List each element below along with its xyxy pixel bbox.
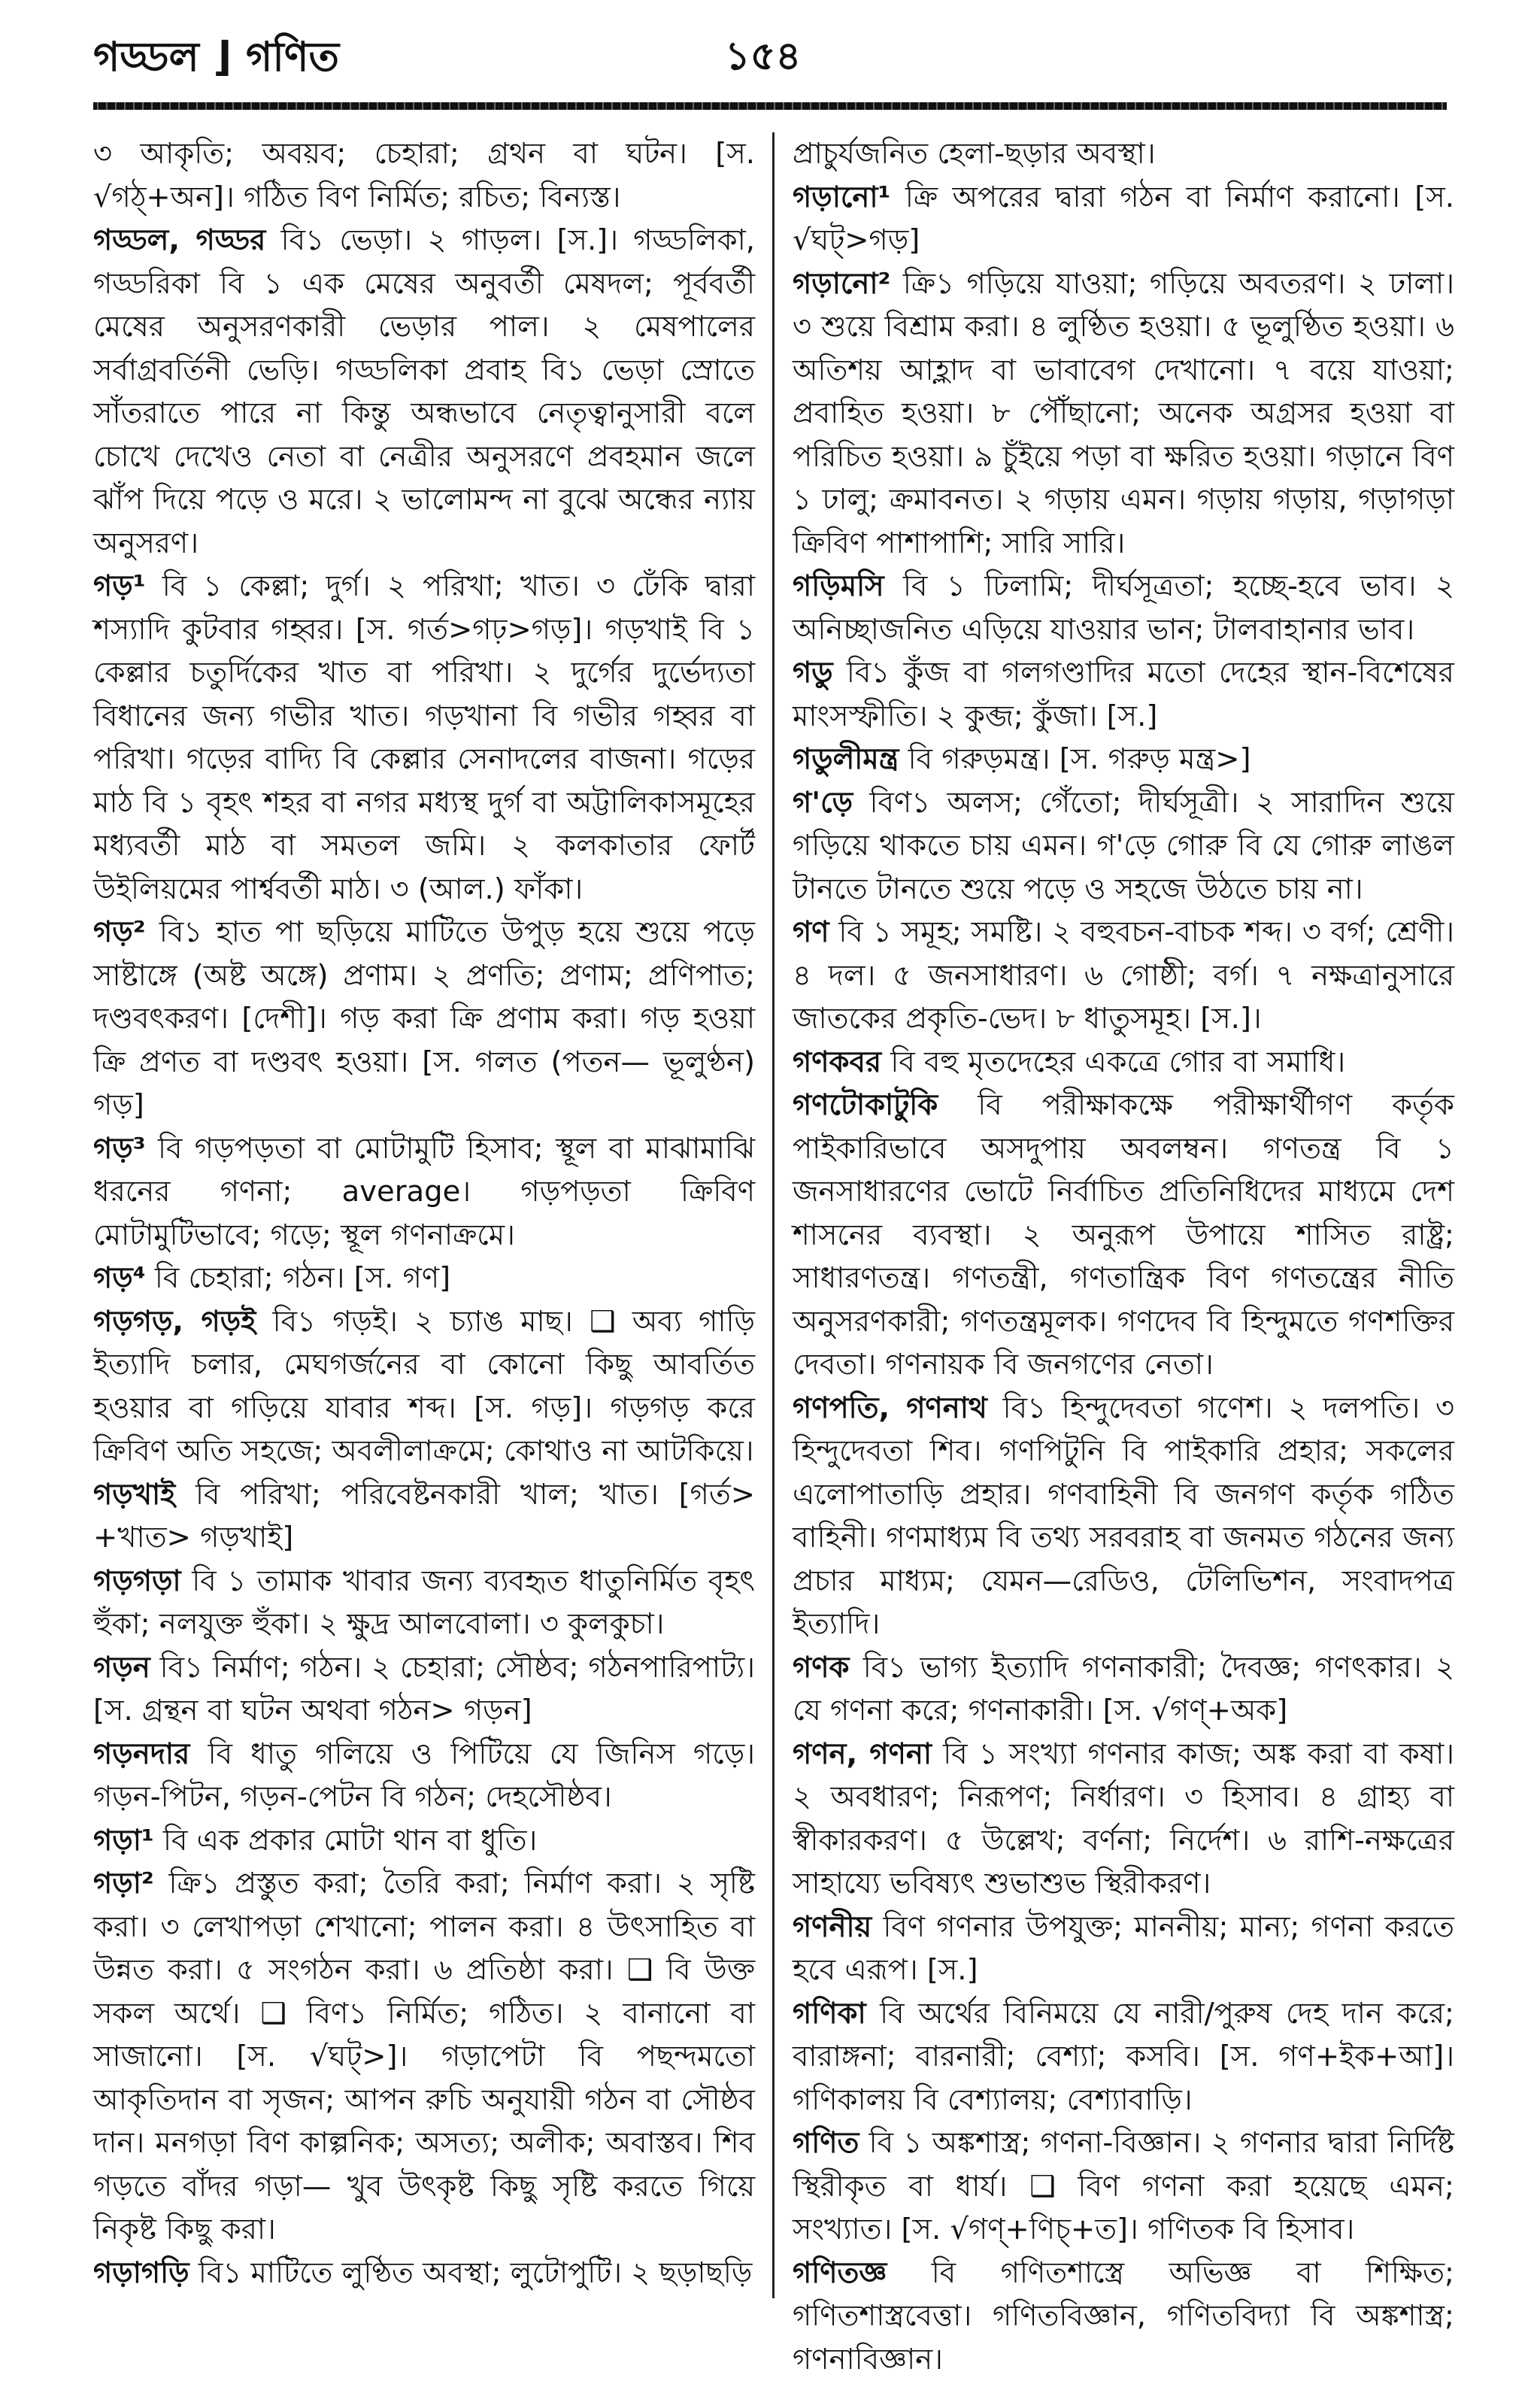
dictionary-entry	[93, 1300, 755, 1473]
entry-headword: গড্ডল, গড্ডর	[93, 223, 265, 257]
dictionary-entry	[93, 1560, 755, 1646]
entry-definition: বি১ নির্মাণ; গঠন। ২ চেহারা; সৌষ্ঠব; গঠনপারিপাট্য। [স. গ্রন্থন বা ঘটন অথবা গঠন> গড়ন]	[93, 1651, 755, 1728]
column-divider	[772, 132, 775, 2298]
entry-definition: বি পরীক্ষাকক্ষে পরীক্ষার্থীগণ কর্তৃক পাইকারিভাবে অসদুপায় অবলম্বন। গণতন্ত্র বি ১ জনসাধারণের ভোটে নির্বাচিত প্রতিনিধিদের মাধ্যমে দেশ শাসনের ব্যবস্থা। ২ অনুরূপ উপায়ে শাসিত রাষ্ট্র; সাধারণতন্ত্র। গণতন্ত্রী, গণতান্ত্রিক বিণ গণতন্ত্রের নীতি অনুসরণকারী; গণতন্ত্রমূলক। গণদেব বি হিন্দুমতে গণশক্তির দেবতা। গণনায়ক বি জনগণের নেতা।	[793, 1088, 1454, 1382]
dictionary-entry	[793, 262, 1454, 566]
entry-definition: বি১ ভেড়া। ২ গাড়ল। [স.]। গড্ডলিকা, গড্ডরিকা বি ১ এক মেষের অনুবর্তী মেষদল; পূর্ববর্তী মেষের অনুসরণকারী ভেড়ার পাল। ২ মেষপালের সর্বাগ্রবর্তিনী ভেড়ি। গড্ডলিকা প্রবাহ বি১ ভেড়া স্রোতে সাঁতরাতে পারে না কিন্তু অন্ধভাবে নেতৃত্বানুসারী বলে চোখে দেখেও নেতা বা নেত্রীর অনুসরণে প্রবহমান জলে ঝাঁপ দিয়ে পড়ে ও মরে। ২ ভালোমন্দ না বুঝে অন্ধের ন্যায় অনুসরণ।	[93, 223, 755, 560]
dictionary-entry	[793, 1084, 1454, 1387]
dictionary-entry	[793, 1733, 1454, 1906]
dictionary-entry	[793, 565, 1454, 651]
dictionary-entry	[93, 911, 755, 1127]
entry-headword: গণিকা	[793, 1997, 866, 2031]
dictionary-entry	[93, 219, 755, 565]
entry-definition: বি গরুড়মন্ত্র। [স. গরুড় মন্ত্র>]	[908, 742, 1251, 776]
dictionary-entry	[93, 1127, 755, 1257]
left-column	[93, 132, 755, 2298]
entry-headword: গডু	[793, 656, 833, 690]
page-number: ১৫৪	[725, 26, 801, 91]
entry-headword: গড়ানো²	[793, 267, 890, 301]
entry-headword: গড়গড়, গড়ই	[93, 1305, 256, 1339]
entry-definition: বি ১ সংখ্যা গণনার কাজ; অঙ্ক করা বা কষা। ২ অবধারণ; নিরূপণ; নির্ধারণ। ৩ হিসাব। ৪ গ্রাহ্য বা স্বীকারকরণ। ৫ উল্লেখ; বর্ণনা; নির্দেশ। ৬ রাশি-নক্ষত্রের সাহায্যে ভবিষ্যৎ শুভাশুভ স্থিরীকরণ।	[793, 1737, 1454, 1901]
dictionary-entry	[793, 1041, 1454, 1084]
entry-definition: বি ১ সমূহ; সমষ্টি। ২ বহুবচন-বাচক শব্দ। ৩ বর্গ; শ্রেণী। ৪ দল। ৫ জনসাধারণ। ৬ গোষ্ঠী; বর্গ। ৭ নক্ষত্রানুসারে জাতকের প্রকৃতি-ভেদ। ৮ ধাতুসমূহ। [স.]।	[793, 915, 1454, 1036]
dictionary-entry	[793, 911, 1454, 1041]
entry-definition: বি ১ ঢিলামি; দীর্ঘসূত্রতা; হচ্ছে-হবে ভাব। ২ অনিচ্ছাজনিত এড়িয়ে যাওয়ার ভান; টালবাহানার ভাব।	[793, 569, 1454, 647]
entry-headword: গণনীয়	[793, 1910, 872, 1944]
entry-headword: গণিতজ্ঞ	[793, 2256, 887, 2290]
entry-headword: গণন, গণনা	[793, 1737, 932, 1771]
entry-headword: গডুলীমন্ত্র	[793, 742, 899, 776]
entry-definition: বি ১ অঙ্কশাস্ত্র; গণনা-বিজ্ঞান। ২ গণনার দ্বারা নির্দিষ্ট স্থিরীকৃত বা ধার্য। ❑ বিণ গণনা করা হয়েছে এমন; সংখ্যাত। [স. √গণ্+ণিচ্+ত]। গণিতক বি হিসাব।	[793, 2126, 1454, 2246]
entry-headword: গড়নদার	[93, 1737, 189, 1771]
entry-definition: প্রাচুর্যজনিত হেলা-ছড়ার অবস্থা।	[793, 137, 1156, 171]
entry-definition: ক্রি১ গড়িয়ে যাওয়া; গড়িয়ে অবতরণ। ২ ঢালা। ৩ শুয়ে বিশ্রাম করা। ৪ লুণ্ঠিত হওয়া। ৫ ভূলুণ্ঠিত হওয়া। ৬ অতিশয় আহ্লাদ বা ভাবাবেগ দেখানো। ৭ বয়ে যাওয়া; প্রবাহিত হওয়া। ৮ পৌঁছানো; অনেক অগ্রসর হওয়া বা পরিচিত হওয়া। ৯ চুঁইয়ে পড়া বা ক্ষরিত হওয়া। গড়ানে বিণ ১ ঢালু; ক্রমাবনত। ২ গড়ায় এমন। গড়ায় গড়ায়, গড়াগড়া ক্রিবিণ পাশাপাশি; সারি সারি।	[793, 267, 1454, 560]
entry-headword: গণটোকাটুকি	[793, 1088, 938, 1122]
entry-headword: গড়খাই	[93, 1478, 175, 1512]
right-column	[793, 132, 1454, 2298]
dictionary-entry	[793, 738, 1454, 781]
dictionary-entry	[793, 2122, 1454, 2252]
dictionary-entry	[93, 1473, 755, 1560]
entry-headword: গড়া²	[93, 1867, 154, 1900]
entry-headword: গড়³	[93, 1132, 146, 1166]
dictionary-entry	[793, 1646, 1454, 1733]
entry-definition: বি চেহারা; গঠন। [স. গণ]	[155, 1261, 450, 1295]
entry-headword: গড়¹	[93, 569, 146, 603]
entry-definition: বি১ মাটিতে লুণ্ঠিত অবস্থা; লুটোপুটি। ২ ছড়াছড়ি	[199, 2256, 752, 2290]
entry-headword: গড়া¹	[93, 1824, 154, 1858]
entry-headword: গড়গড়া	[93, 1564, 181, 1598]
entry-definition: বি বহু মৃতদেহের একত্রে গোর বা সমাধি।	[890, 1045, 1345, 1079]
dictionary-entry	[793, 781, 1454, 911]
entry-definition: বিণ১ অলস; গেঁতো; দীর্ঘসূত্রী। ২ সারাদিন শুয়ে গড়িয়ে থাকতে চায় এমন। গ'ড়ে গোরু বি যে গোরু লাঙল টানতে টানতে শুয়ে পড়ে ও সহজে উঠতে চায় না।	[793, 786, 1454, 906]
entry-headword: গণ	[793, 915, 829, 949]
guide-words: গড্ডল ⌋ গণিত	[93, 26, 339, 93]
entry-headword: গ'ড়ে	[793, 786, 853, 820]
header-rule	[93, 102, 1447, 110]
entry-headword: গণিত	[793, 2126, 859, 2160]
entry-definition: বি অর্থের বিনিময়ে যে নারী/পুরুষ দেহ দান করে; বারাঙ্গনা; বারনারী; বেশ্যা; কসবি। [স. গণ+ইক+আ]। গণিকালয় বি বেশ্যালয়; বেশ্যাবাড়ি।	[793, 1997, 1454, 2117]
dictionary-entry	[793, 1906, 1454, 1992]
entry-headword: গণপতি, গণনাথ	[793, 1391, 987, 1425]
entry-definition: বি১ ভাগ্য ইত্যাদি গণনাকারী; দৈবজ্ঞ; গণৎকার। ২ যে গণনা করে; গণনাকারী। [স. √গণ্+অক]	[793, 1651, 1454, 1728]
dictionary-entry	[93, 1257, 755, 1300]
dictionary-entry	[793, 132, 1454, 176]
dictionary-entry	[793, 1992, 1454, 2122]
entry-definition: বি এক প্রকার মোটা থান বা ধুতি।	[163, 1824, 537, 1858]
entry-definition: বি ১ কেল্লা; দুর্গ। ২ পরিখা; খাত। ৩ ঢেঁকি দ্বারা শস্যাদি কুটবার গহ্বর। [স. গর্ত>গঢ়>গড়]। গড়খাই বি ১ কেল্লার চতুর্দিকের খাত বা পরিখা। ২ দুর্গের দুর্ভেদ্যতা বিধানের জন্য গভীর খাত। গড়খানা বি গভীর গহ্বর বা পরিখা। গড়ের বাদ্যি বি কেল্লার সেনাদলের বাজনা। গড়ের মাঠ বি ১ বৃহৎ শহর বা নগর মধ্যস্থ দুর্গ বা অট্টালিকাসমূহের মধ্যবর্তী মাঠ বা সমতল জমি। ২ কলকাতার ফোর্ট উইলিয়মের পার্শ্ববর্তী মাঠ। ৩ (আল.) ফাঁকা।	[93, 569, 755, 906]
page-header	[93, 23, 1447, 92]
entry-headword: গড়ানো¹	[793, 180, 890, 214]
entry-definition: বি১ হাত পা ছড়িয়ে মাটিতে উপুড় হয়ে শুয়ে পড়ে সাষ্টাঙ্গে (অষ্ট অঙ্গে) প্রণাম। ২ প্রণতি; প্রণাম; প্রণিপাত; দণ্ডবৎকরণ। [দেশী]। গড় করা ক্রি প্রণাম করা। গড় হওয়া ক্রি প্রণত বা দণ্ডবৎ হওয়া। [স. গলত (পতন— ভূলুণ্ঠন) গড়]	[93, 915, 755, 1122]
dictionary-entry	[793, 176, 1454, 262]
dictionary-entry	[93, 1733, 755, 1819]
entry-definition: বিণ গণনার উপযুক্ত; মাননীয়; মান্য; গণনা করতে হবে এরূপ। [স.]	[793, 1910, 1454, 1988]
entry-definition: বি১ হিন্দুদেবতা গণেশ। ২ দলপতি। ৩ হিন্দুদেবতা শিব। গণপিটুনি বি পাইকারি প্রহার; সকলের এলোপাতাড়ি প্রহার। গণবাহিনী বি জনগণ কর্তৃক গঠিত বাহিনী। গণমাধ্যম বি তথ্য সরবরাহ বা জনমত গঠনের জন্য প্রচার মাধ্যম; যেমন—রেডিও, টেলিভিশন, সংবাদপত্র ইত্যাদি।	[793, 1391, 1454, 1642]
entry-headword: গড়াগড়ি	[93, 2256, 189, 2290]
dictionary-entry	[93, 1646, 755, 1733]
entry-headword: গড়ন	[93, 1651, 150, 1685]
entry-definition: ক্রি অপরের দ্বারা গঠন বা নির্মাণ করানো। [স. √ঘট্>গড়]	[793, 180, 1454, 258]
dictionary-entry	[93, 132, 755, 219]
entry-headword: গড়²	[93, 915, 146, 949]
entry-definition: বি১ গড়ই। ২ চ্যাঙ মাছ। ❑ অব্য গাড়ি ইত্যাদি চলার, মেঘগর্জনের বা কোনো কিছু আবর্তিত হওয়ার বা গড়িয়ে যাবার শব্দ। [স. গড়]। গড়গড় করে ক্রিবিণ অতি সহজে; অবলীলাক্রমে; কোথাও না আটকিয়ে।	[93, 1305, 755, 1469]
entry-definition: বি গড়পড়তা বা মোটামুটি হিসাব; স্থূল বা মাঝামাঝি ধরনের গণনা; average। গড়পড়তা ক্রিবিণ মোটামুটিভাবে; গড়ে; স্থূল গণনাক্রমে।	[93, 1132, 755, 1252]
dictionary-entry	[93, 2252, 755, 2295]
dictionary-entry	[793, 2252, 1454, 2381]
entry-definition: বি গণিতশাস্ত্রে অভিজ্ঞ বা শিক্ষিত; গণিতশাস্ত্রবেত্তা। গণিতবিজ্ঞান, গণিতবিদ্যা বি অঙ্কশাস্ত্র; গণনাবিজ্ঞান।	[793, 2256, 1454, 2376]
entry-definition: ক্রি১ প্রস্তুত করা; তৈরি করা; নির্মাণ করা। ২ সৃষ্টি করা। ৩ লেখাপড়া শেখানো; পালন করা। ৪ উৎসাহিত বা উন্নত করা। ৫ সংগঠন করা। ৬ প্রতিষ্ঠা করা। ❑ বি উক্ত সকল অর্থে। ❑ বিণ১ নির্মিত; গঠিত। ২ বানানো বা সাজানো। [স. √ঘট্>]। গড়াপেটা বি পছন্দমতো আকৃতিদান বা সৃজন; আপন রুচি অনুযায়ী গঠন বা সৌষ্ঠব দান। মনগড়া বিণ কাল্পনিক; অসত্য; অলীক; অবাস্তব। শিব গড়তে বাঁদর গড়া— খুব উৎকৃষ্ট কিছু সৃষ্টি করতে গিয়ে নিকৃষ্ট কিছু করা।	[93, 1867, 755, 2246]
dictionary-entry	[93, 1862, 755, 2252]
entry-headword: গণকবর	[793, 1045, 881, 1079]
entry-definition: বি পরিখা; পরিবেষ্টনকারী খাল; খাত। [গর্ত> +খাত> গড়খাই]	[93, 1478, 755, 1555]
entry-definition: বি ১ তামাক খাবার জন্য ব্যবহৃত ধাতুনির্মিত বৃহৎ হুঁকা; নলযুক্ত হুঁকা। ২ ক্ষুদ্র আলবোলা। ৩ কুলকুচা।	[93, 1564, 755, 1642]
entry-definition: ৩ আকৃতি; অবয়ব; চেহারা; গ্রথন বা ঘটন। [স. √গঠ্+অন]। গঠিত বিণ নির্মিত; রচিত; বিন্যস্ত।	[93, 137, 755, 214]
entry-definition: বি ধাতু গলিয়ে ও পিটিয়ে যে জিনিস গড়ে। গড়ন-পিটন, গড়ন-পেটন বি গঠন; দেহসৌষ্ঠব।	[93, 1737, 755, 1815]
entry-headword: গণক	[793, 1651, 849, 1685]
entry-headword: গড়⁴	[93, 1261, 146, 1295]
dictionary-entry	[793, 1387, 1454, 1646]
dictionary-entry	[93, 565, 755, 911]
entry-definition: বি১ কুঁজ বা গলগণ্ডাদির মতো দেহের স্থান-বিশেষের মাংসস্ফীতি। ২ কুব্জ; কুঁজা। [স.]	[793, 656, 1454, 733]
dictionary-entry	[793, 651, 1454, 738]
entry-headword: গড়িমসি	[793, 569, 884, 603]
dictionary-entry	[93, 1819, 755, 1863]
